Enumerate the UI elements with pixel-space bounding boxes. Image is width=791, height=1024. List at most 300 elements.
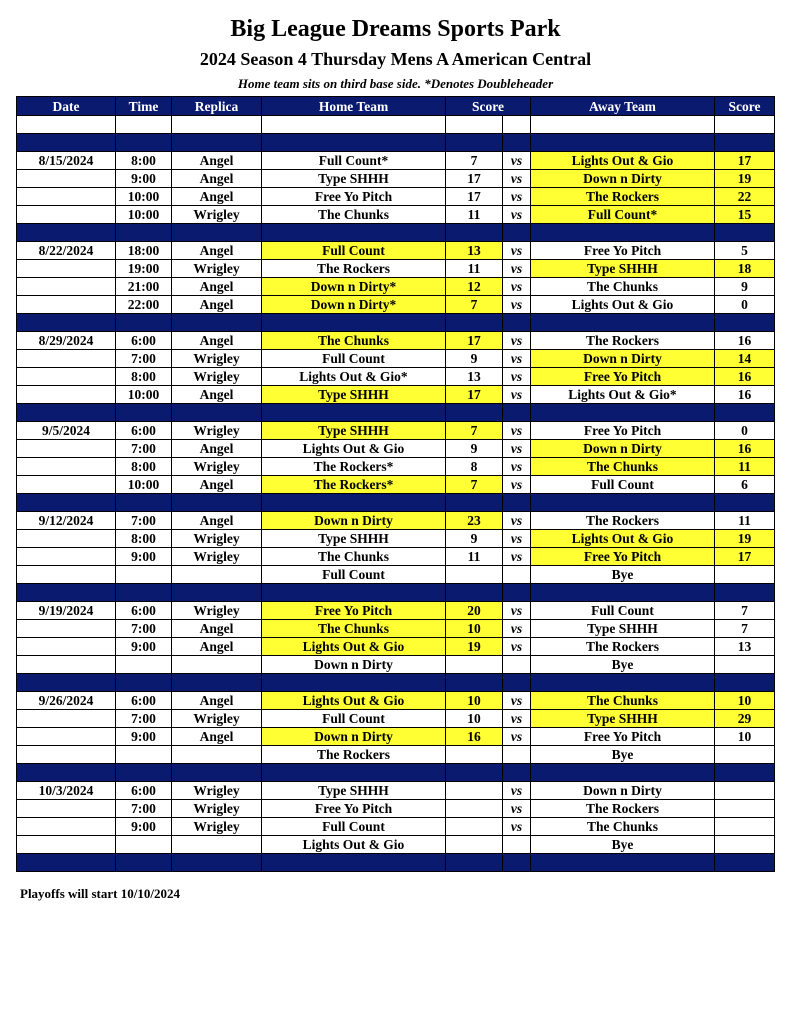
- home-team: Down n Dirty: [262, 656, 446, 674]
- game-field: Angel: [172, 638, 262, 656]
- away-score: 11: [715, 458, 775, 476]
- vs-label: vs: [503, 800, 531, 818]
- separator-cell: [715, 674, 775, 692]
- away-score: 13: [715, 638, 775, 656]
- away-score: 18: [715, 260, 775, 278]
- game-date: [17, 656, 116, 674]
- game-date: [17, 728, 116, 746]
- week-separator: [17, 224, 775, 242]
- away-score: 7: [715, 620, 775, 638]
- game-date: 8/29/2024: [17, 332, 116, 350]
- away-team: Full Count*: [531, 206, 715, 224]
- away-team: The Chunks: [531, 818, 715, 836]
- home-score: 7: [446, 152, 503, 170]
- home-team: Down n Dirty: [262, 728, 446, 746]
- game-date: [17, 638, 116, 656]
- game-time: 6:00: [116, 422, 172, 440]
- away-team: Lights Out & Gio*: [531, 386, 715, 404]
- game-time: 9:00: [116, 170, 172, 188]
- game-row: [17, 368, 775, 386]
- away-team: Free Yo Pitch: [531, 548, 715, 566]
- separator-cell: [262, 764, 446, 782]
- separator-cell: [116, 314, 172, 332]
- game-row: [17, 692, 775, 710]
- game-time: 10:00: [116, 386, 172, 404]
- vs-label: vs: [503, 188, 531, 206]
- away-team: The Rockers: [531, 512, 715, 530]
- vs-label: vs: [503, 422, 531, 440]
- away-team: Lights Out & Gio: [531, 152, 715, 170]
- game-row: [17, 422, 775, 440]
- game-date: [17, 566, 116, 584]
- game-row: [17, 638, 775, 656]
- away-team: The Chunks: [531, 278, 715, 296]
- game-time: 22:00: [116, 296, 172, 314]
- game-field: Angel: [172, 386, 262, 404]
- week-separator: [17, 494, 775, 512]
- game-date: 9/19/2024: [17, 602, 116, 620]
- vs-label: vs: [503, 782, 531, 800]
- game-time: 7:00: [116, 350, 172, 368]
- home-team: The Chunks: [262, 548, 446, 566]
- blank-cell: [503, 116, 531, 134]
- header-away-score: Score: [715, 97, 775, 116]
- home-team: The Chunks: [262, 332, 446, 350]
- home-score: [446, 818, 503, 836]
- blank-cell: [172, 116, 262, 134]
- game-time: 9:00: [116, 548, 172, 566]
- separator-cell: [531, 314, 715, 332]
- away-score: 9: [715, 278, 775, 296]
- game-row: [17, 350, 775, 368]
- vs-label: [503, 566, 531, 584]
- home-team: Type SHHH: [262, 782, 446, 800]
- vs-label: vs: [503, 638, 531, 656]
- home-score: [446, 800, 503, 818]
- game-date: 9/5/2024: [17, 422, 116, 440]
- away-team: Down n Dirty: [531, 170, 715, 188]
- game-field: [172, 746, 262, 764]
- game-date: [17, 188, 116, 206]
- game-date: [17, 458, 116, 476]
- separator-cell: [17, 494, 116, 512]
- separator-cell: [116, 134, 172, 152]
- game-field: Wrigley: [172, 710, 262, 728]
- game-time: 6:00: [116, 602, 172, 620]
- separator-cell: [116, 224, 172, 242]
- separator-cell: [531, 584, 715, 602]
- away-score: 10: [715, 728, 775, 746]
- home-team: The Chunks: [262, 620, 446, 638]
- vs-label: vs: [503, 548, 531, 566]
- game-row: [17, 782, 775, 800]
- away-team: Down n Dirty: [531, 782, 715, 800]
- home-team: Lights Out & Gio: [262, 638, 446, 656]
- game-time: 18:00: [116, 242, 172, 260]
- away-score: [715, 800, 775, 818]
- home-team: The Rockers: [262, 260, 446, 278]
- game-date: [17, 260, 116, 278]
- home-score: 17: [446, 188, 503, 206]
- header-home-score: Score: [446, 97, 531, 116]
- blank-cell: [715, 116, 775, 134]
- separator-cell: [446, 134, 503, 152]
- game-row: [17, 152, 775, 170]
- home-team: Full Count: [262, 242, 446, 260]
- home-team: The Rockers*: [262, 458, 446, 476]
- separator-cell: [262, 584, 446, 602]
- week-separator: [17, 134, 775, 152]
- game-date: 10/3/2024: [17, 782, 116, 800]
- vs-label: vs: [503, 332, 531, 350]
- away-score: [715, 836, 775, 854]
- home-score: 9: [446, 350, 503, 368]
- home-team: Type SHHH: [262, 170, 446, 188]
- game-row: [17, 296, 775, 314]
- vs-label: vs: [503, 530, 531, 548]
- separator-cell: [715, 224, 775, 242]
- home-score: [446, 746, 503, 764]
- vs-label: vs: [503, 368, 531, 386]
- game-date: [17, 278, 116, 296]
- away-score: 5: [715, 242, 775, 260]
- home-score: 16: [446, 728, 503, 746]
- separator-cell: [446, 494, 503, 512]
- game-row: [17, 206, 775, 224]
- away-score: 19: [715, 530, 775, 548]
- home-score: 11: [446, 548, 503, 566]
- away-score: 29: [715, 710, 775, 728]
- away-team: Type SHHH: [531, 710, 715, 728]
- separator-cell: [531, 674, 715, 692]
- game-time: 10:00: [116, 476, 172, 494]
- separator-cell: [17, 584, 116, 602]
- page-title: Big League Dreams Sports Park: [230, 16, 561, 42]
- away-score: 16: [715, 368, 775, 386]
- away-team: Full Count: [531, 476, 715, 494]
- home-score: 11: [446, 206, 503, 224]
- home-team: Down n Dirty*: [262, 296, 446, 314]
- away-score: 22: [715, 188, 775, 206]
- game-field: Angel: [172, 728, 262, 746]
- separator-cell: [116, 854, 172, 872]
- away-score: 17: [715, 548, 775, 566]
- game-field: Angel: [172, 332, 262, 350]
- vs-label: vs: [503, 602, 531, 620]
- game-date: [17, 296, 116, 314]
- game-row: [17, 458, 775, 476]
- home-score: 17: [446, 332, 503, 350]
- away-team: Bye: [531, 656, 715, 674]
- vs-label: vs: [503, 818, 531, 836]
- home-score: 10: [446, 620, 503, 638]
- away-score: 0: [715, 296, 775, 314]
- game-date: [17, 800, 116, 818]
- home-team: Free Yo Pitch: [262, 188, 446, 206]
- home-team: Full Count*: [262, 152, 446, 170]
- separator-cell: [503, 404, 531, 422]
- game-date: [17, 710, 116, 728]
- separator-cell: [503, 224, 531, 242]
- game-time: [116, 566, 172, 584]
- schedule-table: [16, 96, 775, 872]
- home-team: Down n Dirty*: [262, 278, 446, 296]
- home-score: 9: [446, 530, 503, 548]
- game-row: [17, 440, 775, 458]
- home-score: 13: [446, 242, 503, 260]
- vs-label: [503, 746, 531, 764]
- header-away-team: Away Team: [531, 97, 715, 116]
- separator-cell: [172, 764, 262, 782]
- separator-cell: [17, 134, 116, 152]
- separator-cell: [503, 764, 531, 782]
- home-team: Free Yo Pitch: [262, 800, 446, 818]
- separator-cell: [172, 314, 262, 332]
- home-score: 9: [446, 440, 503, 458]
- page-subtitle: 2024 Season 4 Thursday Mens A American Central: [199, 49, 592, 69]
- game-field: Wrigley: [172, 530, 262, 548]
- home-score: 7: [446, 422, 503, 440]
- separator-cell: [531, 404, 715, 422]
- away-team: Lights Out & Gio: [531, 296, 715, 314]
- away-team: The Rockers: [531, 332, 715, 350]
- game-row: [17, 476, 775, 494]
- playoffs-note: Playoffs will start 10/10/2024: [20, 886, 180, 901]
- away-score: 11: [715, 512, 775, 530]
- vs-label: vs: [503, 386, 531, 404]
- away-team: The Rockers: [531, 188, 715, 206]
- away-team: Bye: [531, 746, 715, 764]
- game-time: [116, 656, 172, 674]
- game-row: [17, 332, 775, 350]
- away-score: 15: [715, 206, 775, 224]
- game-field: [172, 836, 262, 854]
- home-score: 17: [446, 170, 503, 188]
- away-score: [715, 746, 775, 764]
- separator-cell: [715, 764, 775, 782]
- separator-cell: [262, 494, 446, 512]
- separator-cell: [531, 224, 715, 242]
- game-time: 7:00: [116, 620, 172, 638]
- game-row: [17, 170, 775, 188]
- away-score: 10: [715, 692, 775, 710]
- separator-cell: [446, 224, 503, 242]
- away-score: [715, 656, 775, 674]
- separator-cell: [172, 494, 262, 512]
- week-separator: [17, 584, 775, 602]
- game-row: [17, 188, 775, 206]
- game-row: [17, 242, 775, 260]
- game-row: [17, 728, 775, 746]
- game-row: [17, 386, 775, 404]
- home-score: 7: [446, 296, 503, 314]
- game-time: 8:00: [116, 458, 172, 476]
- home-score: [446, 782, 503, 800]
- game-time: 7:00: [116, 710, 172, 728]
- schedule-note: Home team sits on third base side. *Denotes Doubleheader: [237, 76, 554, 91]
- away-score: 7: [715, 602, 775, 620]
- home-team: Type SHHH: [262, 386, 446, 404]
- game-field: Angel: [172, 188, 262, 206]
- separator-cell: [446, 854, 503, 872]
- game-field: Wrigley: [172, 818, 262, 836]
- game-field: Wrigley: [172, 206, 262, 224]
- separator-cell: [446, 584, 503, 602]
- away-score: 16: [715, 440, 775, 458]
- game-time: 9:00: [116, 818, 172, 836]
- vs-label: vs: [503, 476, 531, 494]
- game-date: [17, 170, 116, 188]
- game-field: [172, 656, 262, 674]
- game-field: Wrigley: [172, 782, 262, 800]
- home-score: [446, 656, 503, 674]
- game-date: 8/15/2024: [17, 152, 116, 170]
- separator-cell: [503, 584, 531, 602]
- away-score: 19: [715, 170, 775, 188]
- game-row: [17, 512, 775, 530]
- blank-cell: [116, 116, 172, 134]
- game-field: Wrigley: [172, 458, 262, 476]
- away-team: Free Yo Pitch: [531, 728, 715, 746]
- game-row: [17, 818, 775, 836]
- game-row: [17, 836, 775, 854]
- header-home-team: Home Team: [262, 97, 446, 116]
- game-row: [17, 530, 775, 548]
- separator-cell: [116, 584, 172, 602]
- game-field: Wrigley: [172, 368, 262, 386]
- separator-cell: [715, 134, 775, 152]
- separator-cell: [262, 314, 446, 332]
- separator-cell: [531, 854, 715, 872]
- game-field: Angel: [172, 476, 262, 494]
- away-team: Type SHHH: [531, 620, 715, 638]
- schedule-body: [17, 116, 775, 872]
- game-field: Wrigley: [172, 260, 262, 278]
- week-separator: [17, 314, 775, 332]
- game-time: 8:00: [116, 368, 172, 386]
- separator-cell: [172, 404, 262, 422]
- separator-cell: [503, 674, 531, 692]
- vs-label: vs: [503, 152, 531, 170]
- game-field: Angel: [172, 620, 262, 638]
- vs-label: vs: [503, 710, 531, 728]
- away-team: Free Yo Pitch: [531, 242, 715, 260]
- vs-label: vs: [503, 458, 531, 476]
- separator-cell: [715, 314, 775, 332]
- game-time: 6:00: [116, 782, 172, 800]
- away-team: Bye: [531, 836, 715, 854]
- vs-label: [503, 836, 531, 854]
- home-score: 11: [446, 260, 503, 278]
- separator-cell: [531, 764, 715, 782]
- game-date: [17, 368, 116, 386]
- blank-row: [17, 116, 775, 134]
- home-score: 13: [446, 368, 503, 386]
- separator-cell: [17, 764, 116, 782]
- game-field: Angel: [172, 440, 262, 458]
- vs-label: vs: [503, 620, 531, 638]
- game-field: Wrigley: [172, 602, 262, 620]
- away-team: The Rockers: [531, 800, 715, 818]
- separator-cell: [17, 224, 116, 242]
- week-separator: [17, 764, 775, 782]
- game-row: [17, 620, 775, 638]
- away-score: 0: [715, 422, 775, 440]
- game-row: [17, 260, 775, 278]
- header-time: Time: [116, 97, 172, 116]
- game-date: [17, 836, 116, 854]
- game-time: 6:00: [116, 332, 172, 350]
- game-time: 7:00: [116, 512, 172, 530]
- separator-cell: [17, 674, 116, 692]
- home-score: 17: [446, 386, 503, 404]
- game-date: 9/12/2024: [17, 512, 116, 530]
- game-time: 7:00: [116, 800, 172, 818]
- separator-cell: [715, 584, 775, 602]
- separator-cell: [446, 674, 503, 692]
- game-time: 6:00: [116, 692, 172, 710]
- game-time: 10:00: [116, 206, 172, 224]
- game-row: [17, 656, 775, 674]
- game-date: [17, 818, 116, 836]
- game-time: 9:00: [116, 728, 172, 746]
- separator-cell: [503, 494, 531, 512]
- separator-cell: [116, 494, 172, 512]
- vs-label: vs: [503, 260, 531, 278]
- game-field: Wrigley: [172, 350, 262, 368]
- away-score: 16: [715, 332, 775, 350]
- game-date: 9/26/2024: [17, 692, 116, 710]
- game-time: 8:00: [116, 530, 172, 548]
- home-team: Type SHHH: [262, 530, 446, 548]
- vs-label: vs: [503, 350, 531, 368]
- game-field: Wrigley: [172, 548, 262, 566]
- game-date: [17, 530, 116, 548]
- separator-cell: [262, 854, 446, 872]
- away-team: Type SHHH: [531, 260, 715, 278]
- away-team: The Chunks: [531, 692, 715, 710]
- vs-label: vs: [503, 206, 531, 224]
- game-field: Angel: [172, 278, 262, 296]
- away-team: Bye: [531, 566, 715, 584]
- game-row: [17, 278, 775, 296]
- separator-cell: [715, 854, 775, 872]
- separator-cell: [172, 134, 262, 152]
- game-time: 9:00: [116, 638, 172, 656]
- week-separator: [17, 404, 775, 422]
- separator-cell: [531, 494, 715, 512]
- away-score: [715, 818, 775, 836]
- game-row: [17, 548, 775, 566]
- home-team: Down n Dirty: [262, 512, 446, 530]
- separator-cell: [715, 494, 775, 512]
- vs-label: vs: [503, 692, 531, 710]
- header-row: [17, 97, 775, 116]
- separator-cell: [262, 404, 446, 422]
- home-team: Full Count: [262, 566, 446, 584]
- game-field: Angel: [172, 692, 262, 710]
- away-score: 17: [715, 152, 775, 170]
- game-time: 10:00: [116, 188, 172, 206]
- home-score: 10: [446, 692, 503, 710]
- separator-cell: [262, 674, 446, 692]
- game-time: 19:00: [116, 260, 172, 278]
- vs-label: vs: [503, 512, 531, 530]
- separator-cell: [172, 854, 262, 872]
- game-row: [17, 710, 775, 728]
- away-score: 6: [715, 476, 775, 494]
- home-team: Full Count: [262, 818, 446, 836]
